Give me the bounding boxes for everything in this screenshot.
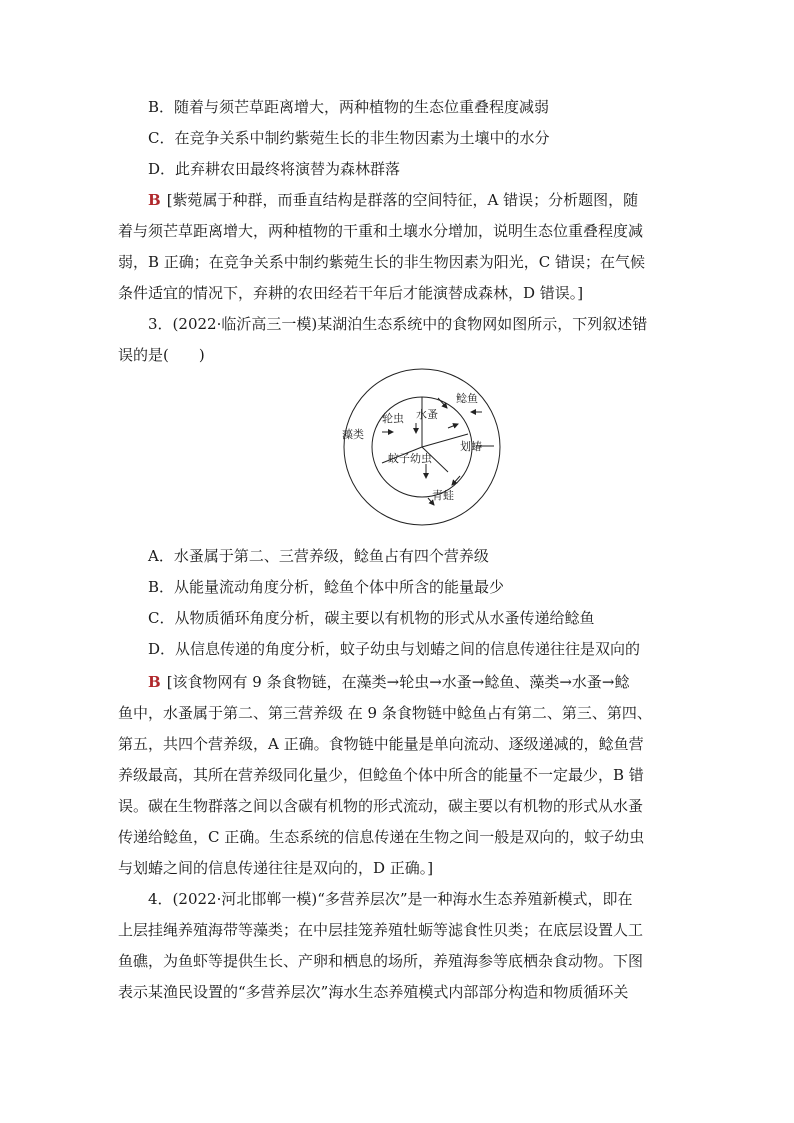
q2-explanation-line: 弱，B 正确；在竞争关系中制约紫菀生长的非生物因素为阳光，C 错误；在气候 (118, 253, 646, 271)
q3-stem: 误的是( ) (118, 346, 205, 364)
q3-explanation-line (118, 672, 708, 692)
q3-explanation-line: 鱼中，水蚤属于第二、第三营养级 在 9 条食物链中鲶鱼占有第二、第三、第四、 (118, 704, 652, 722)
q3-option-d: D．从信息传递的角度分析，蚊子幼虫与划蝽之间的信息传递往往是双向的 (148, 640, 641, 658)
q4-stem: 表示某渔民设置的“多营养层次”海水生态养殖模式内部部分构造和物质循环关 (118, 983, 629, 1001)
q2-answer: B (148, 191, 161, 209)
q3-explanation-line: 养级最高，其所在营养级同化量少，但鲶鱼个体中所含的能量不一定最少，B 错 (118, 766, 644, 784)
q2-option-c: C．在竞争关系中制约紫菀生长的非生物因素为土壤中的水分 (148, 129, 550, 147)
q2-explanation-line: 条件适宜的情况下，弃耕的农田经若干年后才能演替成森林，D 错误。] (118, 284, 584, 302)
q2-explanation-line (118, 190, 708, 210)
q3-explanation-line: 第五，共四个营养级，A 正确。食物链中能量是单向流动、逐级递减的，鲶鱼营 (118, 735, 644, 753)
q2-option-b: B．随着与须芒草距离增大，两种植物的生态位重叠程度减弱 (148, 98, 550, 116)
q2-explanation-line: 着与须芒草距离增大，两种植物的干重和土壤水分增加，说明生态位重叠程度减 (118, 222, 644, 240)
label-catfish: 鲶鱼 (456, 392, 478, 405)
q2-option-d: D．此弃耕农田最终将演替为森林群落 (148, 160, 401, 178)
q3-option-a: A．水蚤属于第二、三营养级，鲶鱼占有四个营养级 (148, 547, 489, 565)
q3-explanation-line: 误。碳在生物群落之间以含碳有机物的形式流动，碳主要以有机物的形式从水蚤 (118, 797, 644, 815)
label-algae: 藻类 (342, 428, 364, 441)
q3-answer: B (148, 673, 161, 691)
label-silkworm: 水蚤 (416, 408, 438, 421)
q3-option-c: C．从物质循环角度分析，碳主要以有机物的形式从水蚤传递给鲶鱼 (148, 609, 595, 627)
food-web-svg (330, 368, 514, 526)
label-rotifer: 轮虫 (382, 412, 404, 425)
label-larva: 蚊子幼虫 (388, 452, 432, 465)
q4-stem: 4．(2022·河北邯郸一模)“多营养层次”是一种海水生态养殖新模式，即在 (148, 890, 633, 908)
q4-stem: 上层挂绳养殖海带等藻类；在中层挂笼养殖牡蛎等滤食性贝类；在底层设置人工 (118, 921, 644, 939)
q3-stem: 3．(2022·临沂高三一模)某湖泊生态系统中的食物网如图所示，下列叙述错 (148, 315, 648, 333)
food-web-diagram (330, 368, 514, 526)
q2-explanation-text: [紫菀属于种群，而垂直结构是群落的空间特征，A 错误；分析题图，随 (166, 191, 639, 209)
q4-stem: 鱼礁，为鱼虾等提供生长、产卵和栖息的场所，养殖海参等底栖杂食动物。下图 (118, 952, 644, 970)
label-frog: 青蛙 (432, 489, 454, 502)
label-beetle: 划蝽 (460, 440, 482, 453)
q3-explanation-line: 与划蝽之间的信息传递往往是双向的，D 正确。] (118, 859, 434, 877)
q3-explanation-text: [该食物网有 9 条食物链，在藻类→轮虫→水蚤→鲶鱼、藻类→水蚤→鲶 (166, 673, 630, 691)
q3-explanation-line: 传递给鲶鱼，C 正确。生态系统的信息传递在生物之间一般是双向的，蚊子幼虫 (118, 828, 645, 846)
q3-option-b: B．从能量流动角度分析，鲶鱼个体中所含的能量最少 (148, 578, 505, 596)
arrow-icon (448, 424, 458, 428)
